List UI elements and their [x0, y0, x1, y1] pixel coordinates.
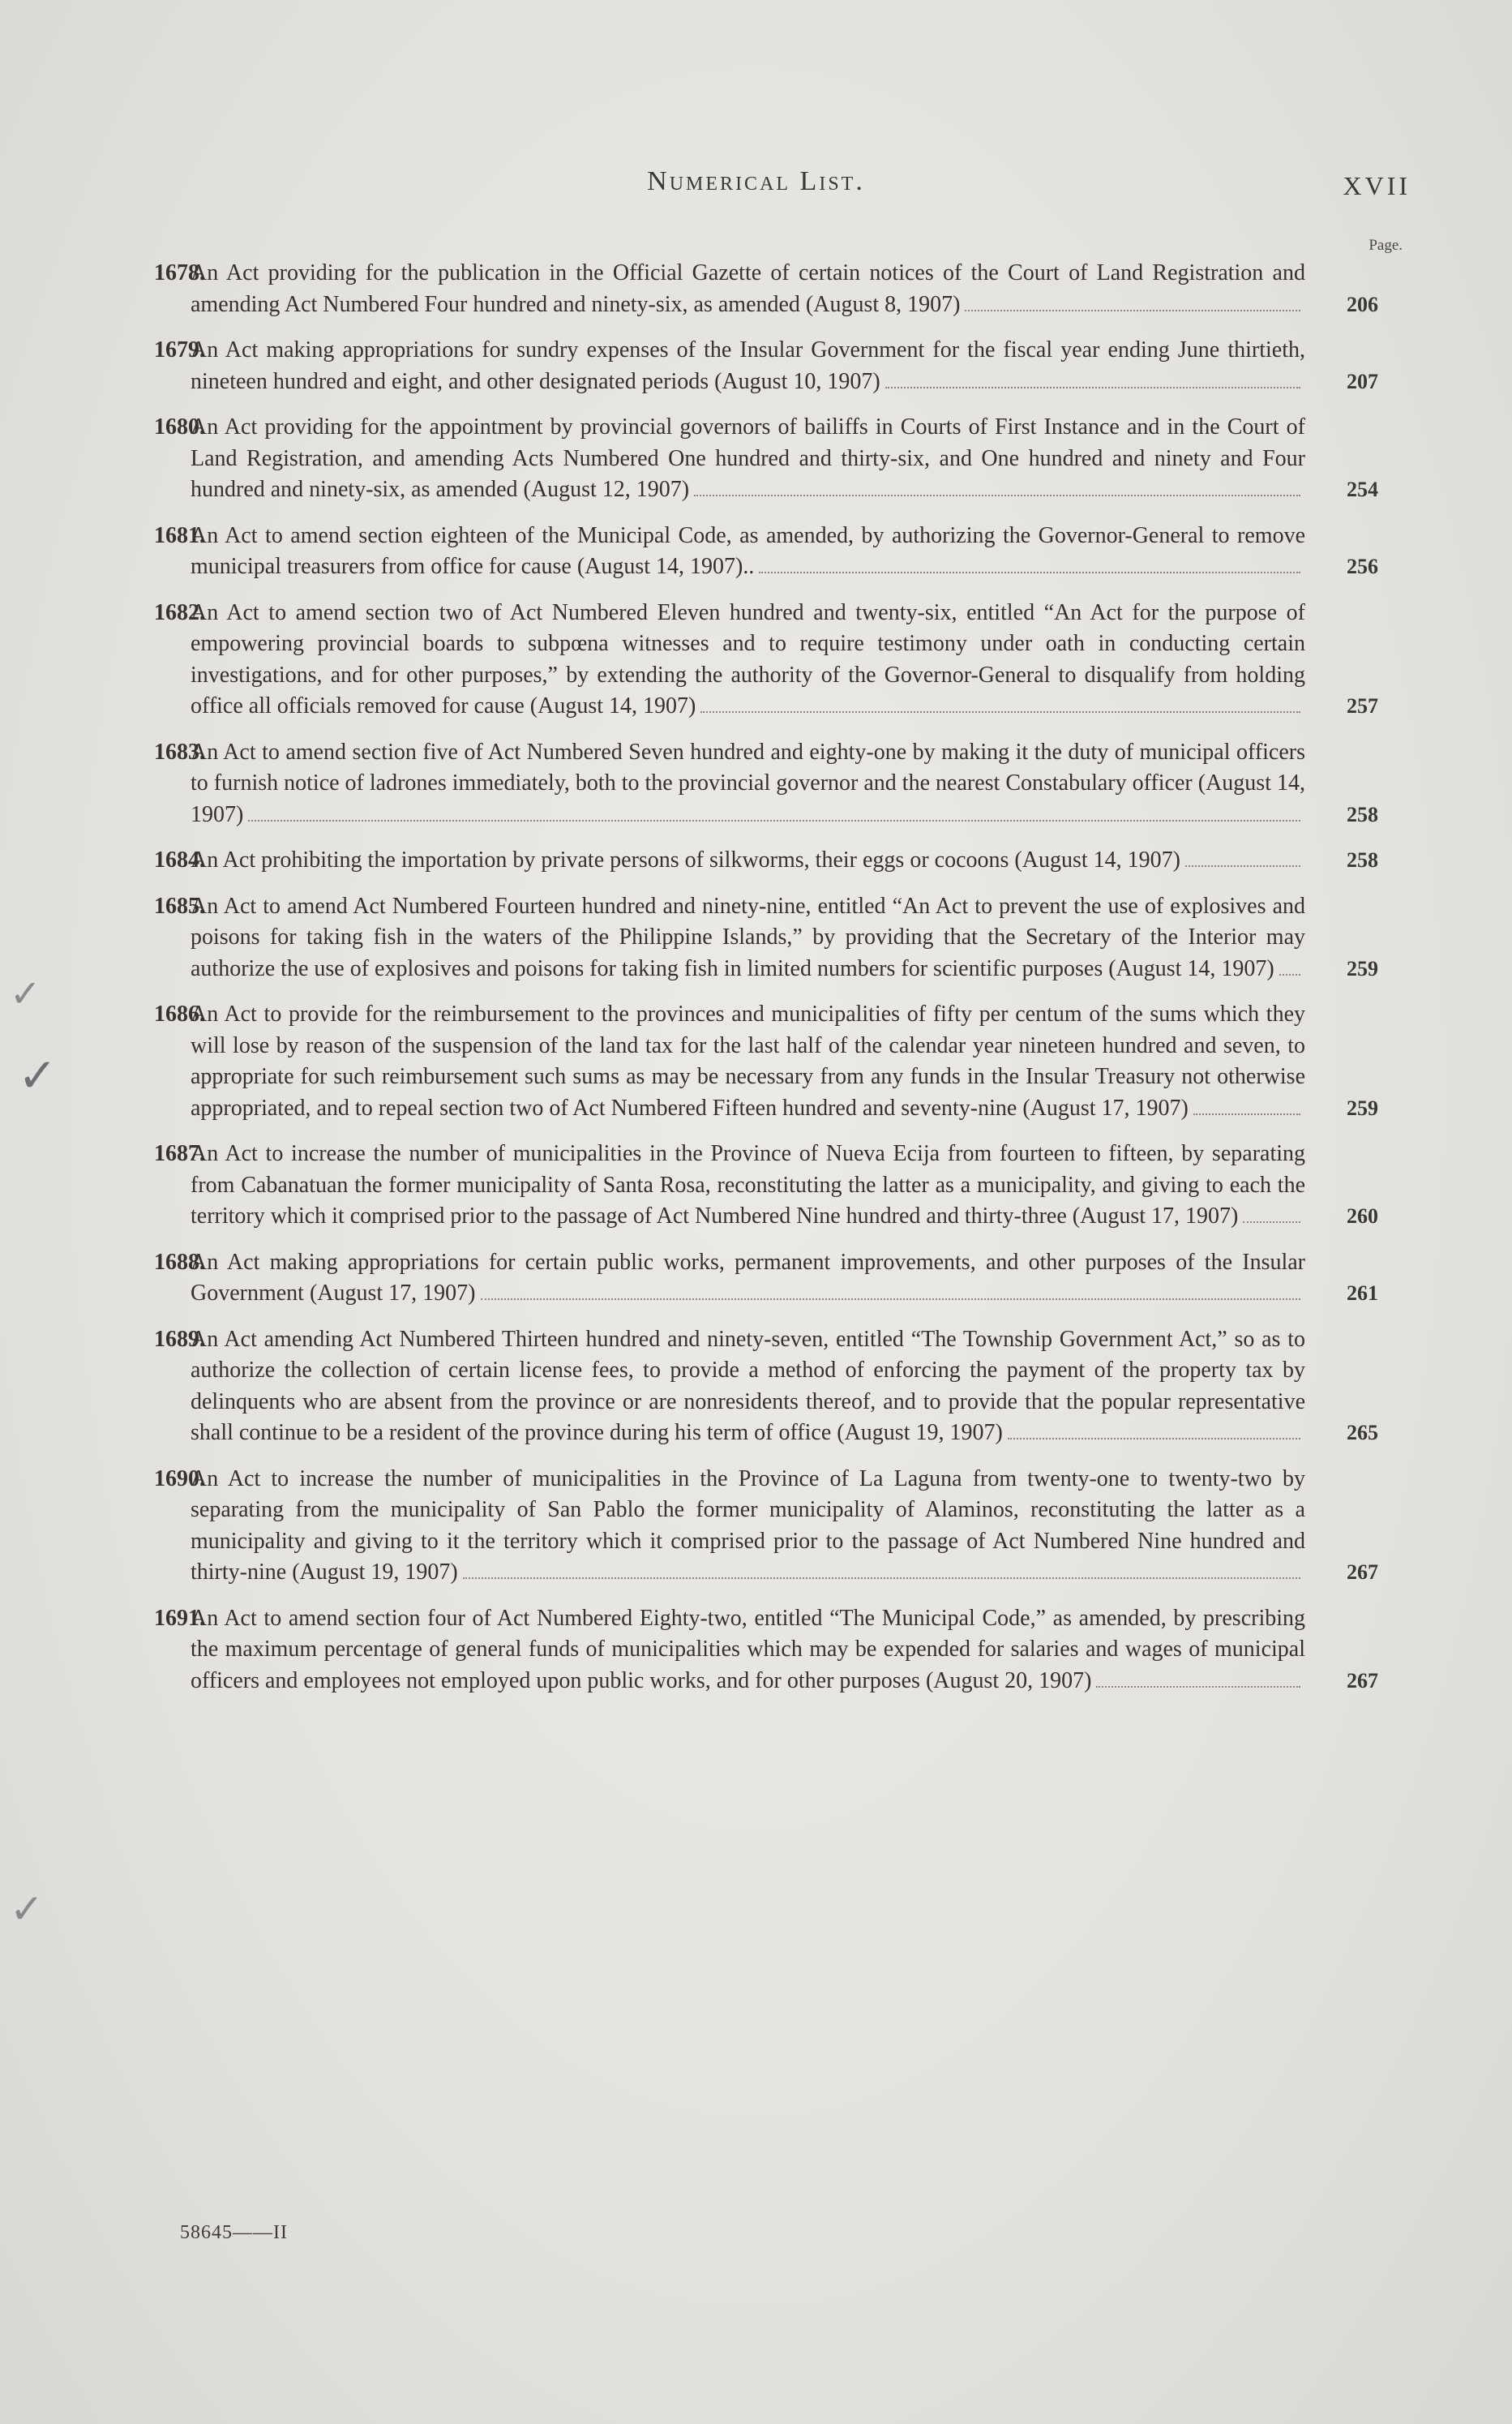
- act-title-text: An Act to amend section eighteen of the Municipal Code, as amended, by authorizing the Governor-General to remove municipal treasurers from office for cause (August 14, 1907)..: [191, 522, 1305, 579]
- act-title-text: An Act to increase the number of municipalities in the Province of La Laguna from twenty-one to twenty-two by separating from the municipality of San Pablo the former municipality of Alaminos, reconstituting the latter as a municipality and giving to it the territory which it comprised prior to the passage of Act Numbered Nine hundred and thirty-nine (August 19, 1907): [191, 1465, 1305, 1585]
- dot-leader: [759, 564, 1300, 573]
- act-number: 1690.: [154, 1465, 205, 1491]
- act-title: [191, 1464, 1378, 1589]
- act-number: 1684.: [154, 847, 205, 873]
- list-item: [154, 999, 1382, 1124]
- list-item: [154, 598, 1382, 723]
- running-title: Numerical List.: [647, 166, 865, 196]
- act-page: 260: [1347, 1204, 1378, 1228]
- running-head: [0, 166, 1512, 215]
- act-title: [191, 258, 1378, 320]
- act-page: 258: [1347, 802, 1378, 826]
- list-item: [154, 1324, 1382, 1449]
- act-title-text: An Act making appropriations for sundry expenses of the Insular Government for the fiscal year ending June thirtieth, nineteen hundred and eight, and other designated periods (August 10, 1907): [191, 337, 1305, 394]
- act-title: [191, 335, 1378, 397]
- act-title: [191, 737, 1378, 831]
- list-item: [154, 521, 1382, 583]
- act-number: 1689.: [154, 1326, 205, 1352]
- dot-leader: [1008, 1430, 1300, 1439]
- list-item: [154, 335, 1382, 397]
- act-page: 206: [1347, 292, 1378, 316]
- dot-leader: [481, 1290, 1300, 1300]
- act-title: [191, 845, 1378, 877]
- act-page: 259: [1347, 956, 1378, 980]
- act-title-text: An Act to provide for the reimbursement to the provinces and municipalities of fifty per centum of the sums which they will lose by reason of the suspension of the land tax for the last half of the calendar year nineteen hundred and seven, to appropriate for such reimbursement such sums as may be necessary from any funds in the Insular Treasury not otherwise appropriated, and to repeal section two of Act Numbered Fifteen hundred and seventy-nine (August 17, 1907): [191, 1002, 1305, 1121]
- list-item: [154, 1247, 1382, 1310]
- act-number: 1687.: [154, 1141, 205, 1166]
- act-title: [191, 1324, 1378, 1449]
- act-number: 1688.: [154, 1249, 205, 1275]
- act-title-text: An Act providing for the publication in the Official Gazette of certain notices of the Court of Land Registration and amending Act Numbered Four hundred and ninety-six, as amended (August 8, 1907): [191, 260, 1305, 317]
- list-item: [154, 845, 1382, 877]
- act-page: 258: [1347, 848, 1378, 872]
- dot-leader: [965, 302, 1300, 311]
- act-page: 257: [1347, 694, 1378, 718]
- act-page: 207: [1347, 369, 1378, 393]
- act-title-text: An Act prohibiting the importation by private persons of silkworms, their eggs or cocoons (August 14, 1907): [191, 847, 1180, 873]
- act-number: 1678.: [154, 260, 205, 285]
- dot-leader: [1096, 1678, 1300, 1688]
- dot-leader: [463, 1569, 1300, 1579]
- act-page: 265: [1347, 1421, 1378, 1444]
- dot-leader: [1279, 966, 1300, 976]
- act-page: 267: [1347, 1668, 1378, 1693]
- act-title: [191, 999, 1378, 1124]
- act-title-text: An Act to amend section five of Act Numbered Seven hundred and eighty-one by making it the duty of municipal officers to furnish notice of ladrones immediately, both to the provincial governor and the nearest Constabulary officer (August 14, 1907): [191, 739, 1305, 827]
- checkmark-icon: ✓: [10, 972, 41, 1015]
- act-title-text: An Act making appropriations for certain public works, permanent improvements, and other purposes of the Insular Government (August 17, 1907): [191, 1249, 1305, 1306]
- act-page: 261: [1347, 1281, 1378, 1305]
- act-title-text: An Act to increase the number of municipalities in the Province of Nueva Ecija from fourteen to fifteen, by separating from Cabanatuan the former municipality of Santa Rosa, reconstituting the latter as a municipality, and giving to each the territory which it comprised prior to the passage of Act Numbered Nine hundred and thirty-three (August 17, 1907): [191, 1141, 1305, 1229]
- act-number: 1679.: [154, 337, 205, 363]
- act-page: 256: [1347, 555, 1378, 578]
- act-title-text: An Act amending Act Numbered Thirteen hundred and ninety-seven, entitled “The Township Government Act,” so as to authorize the collection of certain license fees, to provide a method of enforcing the payment of the property tax by delinquents who are absent from the province or are nonresidents thereof, and to provide that the popular representative shall continue to be a resident of the province during his term of office (August 19, 1907): [191, 1326, 1305, 1445]
- dot-leader: [1193, 1105, 1300, 1115]
- list-item: [154, 1603, 1382, 1697]
- act-title: [191, 1139, 1378, 1233]
- dot-leader: [1243, 1213, 1300, 1223]
- act-title: [191, 598, 1378, 723]
- dot-leader: [885, 379, 1300, 388]
- signature-mark: 58645——II: [180, 2222, 288, 2243]
- act-title-text: An Act to amend section two of Act Numbered Eleven hundred and twenty-six, entitled “An Act for the purpose of empowering provincial boards to subpœna witnesses and to require testimony under oath in conducting certain investigations, and for other purposes,” by extending the authority of the Governor-General to disqualify from holding office all officials removed for cause (August 14, 1907): [191, 599, 1305, 719]
- act-number: 1686.: [154, 1002, 205, 1027]
- act-title-text: An Act providing for the appointment by provincial governors of bailiffs in Courts of First Instance and in the Court of Land Registration, and amending Acts Numbered One hundred and thirty-six, and One hundred and ninety and Four hundred and ninety-six, as amended (August 12, 1907): [191, 414, 1305, 502]
- dot-leader: [694, 487, 1300, 496]
- checkmark-icon: ✓: [18, 1048, 58, 1103]
- act-title: [191, 412, 1378, 506]
- act-number: 1682.: [154, 599, 205, 625]
- list-item: [154, 737, 1382, 831]
- checkmark-icon: ✓: [10, 1886, 44, 1933]
- act-number: 1681.: [154, 522, 205, 548]
- act-number: 1685.: [154, 893, 205, 919]
- act-number: 1680.: [154, 414, 205, 440]
- act-title-text: An Act to amend Act Numbered Fourteen hundred and ninety-nine, entitled “An Act to prevent the use of explosives and poisons for taking fish in the waters of the Philippine Islands,” by providing that the Secretary of the Interior may authorize the use of explosives and poisons for taking fish in limited numbers for scientific purposes (August 14, 1907): [191, 893, 1305, 981]
- list-item: [154, 1139, 1382, 1233]
- act-title: [191, 521, 1378, 583]
- act-page: 254: [1347, 478, 1378, 501]
- act-title: [191, 1603, 1378, 1697]
- act-page: 267: [1347, 1560, 1378, 1584]
- list-item: [154, 1464, 1382, 1589]
- act-page: 259: [1347, 1096, 1378, 1120]
- list-item: [154, 891, 1382, 985]
- dot-leader: [1185, 857, 1300, 867]
- running-page-number: XVII: [1343, 171, 1411, 200]
- list-item: [154, 412, 1382, 506]
- act-title: [191, 1247, 1378, 1310]
- dot-leader: [700, 703, 1300, 713]
- page-column-label: Page.: [1369, 237, 1403, 254]
- act-title-text: An Act to amend section four of Act Numbered Eighty-two, entitled “The Municipal Code,” as amended, by prescribing the maximum percentage of general funds of municipalities which may be expended for salaries and wages of municipal officers and employees not employed upon public works, and for other purposes (August 20, 1907): [191, 1605, 1305, 1693]
- act-number: 1691.: [154, 1605, 205, 1631]
- act-title: [191, 891, 1378, 985]
- list-item: [154, 258, 1382, 320]
- act-number: 1683.: [154, 739, 205, 765]
- numerical-list: [154, 258, 1382, 1711]
- dot-leader: [248, 812, 1300, 822]
